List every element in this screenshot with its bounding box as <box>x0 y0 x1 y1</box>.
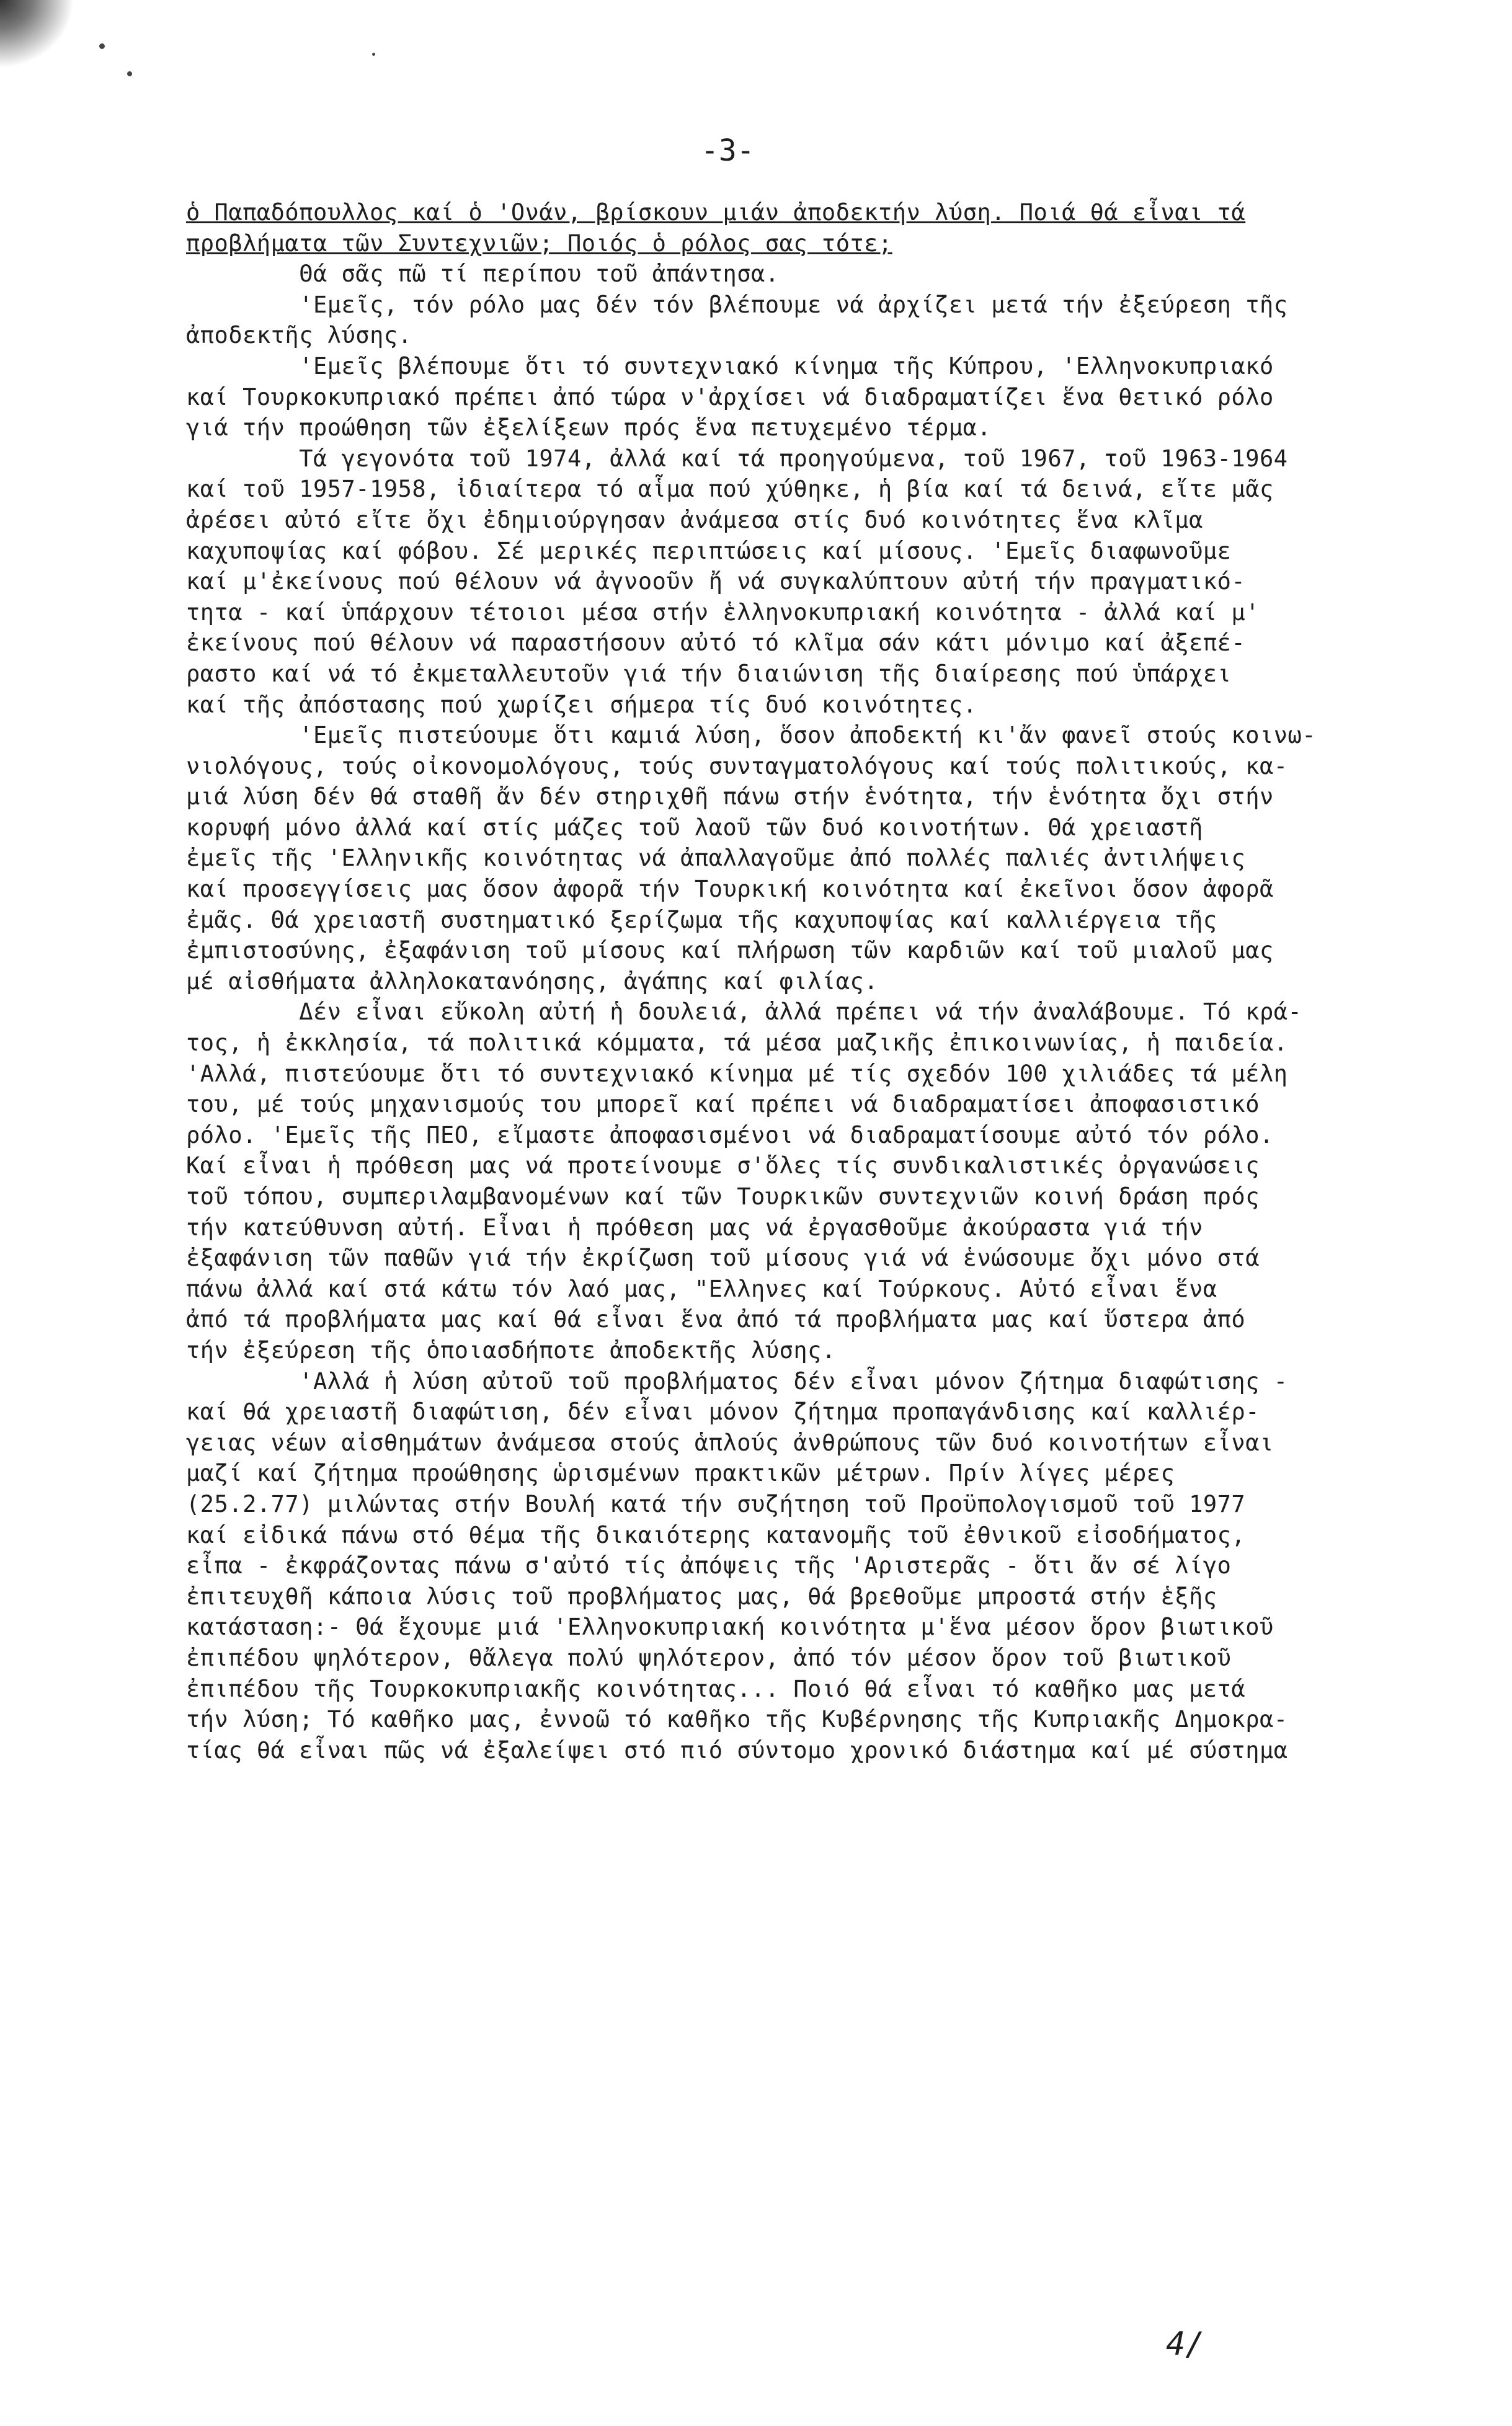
text-line: 'Εμεῖς πιστεύουμε ὅτι καμιά λύση, ὅσον ἀποδεκτή κι'ἄν φανεῖ στούς κοινω- <box>186 722 1317 749</box>
text-line: 'Εμεῖς, τόν ρόλο μας δέν τόν βλέπουμε νά ἀρχίζει μετά τήν ἐξεύρεση τῆς <box>186 291 1288 318</box>
text-line: ἀρέσει αὐτό εἴτε ὄχι ἐδημιούργησαν ἀνάμεσα στίς δυό κοινότητες ἕνα κλῖμα <box>186 506 1203 533</box>
scan-speck <box>127 71 132 76</box>
text-line: ἀποδεκτῆς λύσης. <box>186 322 412 349</box>
text-line: ἐξαφάνιση τῶν παθῶν γιά τήν ἐκρίζωση τοῦ μίσους γιά νά ἑνώσουμε ὄχι μόνο στά <box>186 1245 1260 1272</box>
text-line: ἐμεῖς τῆς 'Ελληνικῆς κοινότητας νά ἀπαλλαγοῦμε ἀπό πολλές παλιές ἀντιλήψεις <box>186 845 1246 872</box>
text-line: προβλήματα τῶν Συντεχνιῶν; Ποιός ὁ ρόλος σας τότε; <box>186 229 892 257</box>
text-line: κατάσταση:- Θά ἔχουμε μιά 'Ελληνοκυπριακή κοινότητα μ'ἕνα μέσον ὅρον βιωτικοῦ <box>186 1614 1274 1641</box>
text-line: καί Τουρκοκυπριακό πρέπει ἀπό τώρα ν'ἀρχίσει νά διαδραματίζει ἕνα θετικό ρόλο <box>186 383 1274 411</box>
text-line: καί τοῦ 1957-1958, ἰδιαίτερα τό αἷμα πού χύθηκε, ἡ βία καί τά δεινά, εἴτε μᾶς <box>186 476 1274 503</box>
text-line: καί τῆς ἀπόστασης πού χωρίζει σήμερα τίς δυό κοινότητες. <box>186 691 977 718</box>
page-number: -3- <box>701 133 755 168</box>
text-line: εἶπα - ἐκφράζοντας πάνω σ'αὐτό τίς ἀπόψεις τῆς 'Αριστερᾶς - ὅτι ἄν σέ λίγο <box>186 1552 1232 1580</box>
text-line: ἐπιπέδου ψηλότερον, θἄλεγα πολύ ψηλότερον, ἀπό τόν μέσον ὅρον τοῦ βιωτικοῦ <box>186 1644 1232 1671</box>
text-line: καί εἰδικά πάνω στό θέμα τῆς δικαιότερης κατανομῆς τοῦ ἐθνικοῦ εἰσοδήματος, <box>186 1521 1246 1548</box>
text-line: 'Αλλά, πιστεύουμε ὅτι τό συντεχνιακό κίνημα μέ τίς σχεδόν 100 χιλιάδες τά μέλη <box>186 1060 1288 1087</box>
continuation-mark: 4/ <box>1166 2326 1205 2363</box>
text-line: καί προσεγγίσεις μας ὅσον ἀφορᾶ τήν Τουρκική κοινότητα καί ἐκεῖνοι ὅσον ἀφορᾶ <box>186 876 1274 903</box>
text-line: ἐπιτευχθῆ κάποια λύσις τοῦ προβλήματος μας, θά βρεθοῦμε μπροστά στήν ἑξῆς <box>186 1583 1217 1610</box>
text-line: γειας νέων αἰσθημάτων ἀνάμεσα στούς ἁπλούς ἀνθρώπους τῶν δυό κοινοτήτων εἶναι <box>186 1429 1274 1456</box>
text-line: καί θά χρειαστῆ διαφώτιση, δέν εἶναι μόνον ζήτημα προπαγάνδισης καί καλλιέρ- <box>186 1398 1260 1426</box>
text-line: κορυφή μόνο ἀλλά καί στίς μάζες τοῦ λαοῦ τῶν δυό κοινοτήτων. Θά χρειαστῆ <box>186 814 1203 841</box>
body-text <box>186 197 1414 1766</box>
text-line: ἀπό τά προβλήματα μας καί θά εἶναι ἕνα ἀπό τά προβλήματα μας καί ὕστερα ἀπό <box>186 1306 1246 1333</box>
text-line: νιολόγους, τούς οἰκονομολόγους, τούς συνταγματολόγους καί τούς πολιτικούς, κα- <box>186 752 1288 780</box>
text-line: ἐπιπέδου τῆς Τουρκοκυπριακῆς κοινότητας... Ποιό θά εἶναι τό καθῆκο μας μετά <box>186 1675 1246 1702</box>
text-line: μέ αἰσθήματα ἀλληλοκατανόησης, ἀγάπης καί φιλίας. <box>186 967 879 995</box>
text-line: 'Εμεῖς βλέπουμε ὅτι τό συντεχνιακό κίνημα τῆς Κύπρου, 'Ελληνοκυπριακό <box>186 352 1274 380</box>
text-line: γιά τήν προώθηση τῶν ἐξελίξεων πρός ἕνα πετυχεμένο τέρμα. <box>186 414 992 442</box>
text-line: ἐκείνους πού θέλουν νά παραστήσουν αὐτό τό κλῖμα σάν κάτι μόνιμο καί ἀξεπέ- <box>186 629 1246 657</box>
text-line: τίας θά εἶναι πῶς νά ἐξαλείψει στό πιό σύντομο χρονικό διάστημα καί μέ σύστημα <box>186 1736 1288 1764</box>
text-line: ἐμπιστοσύνης, ἐξαφάνιση τοῦ μίσους καί πλήρωση τῶν καρδιῶν καί τοῦ μιαλοῦ μας <box>186 937 1274 964</box>
text-line: ραστο καί νά τό ἐκμεταλλευτοῦν γιά τήν διαιώνιση τῆς διαίρεσης πού ὑπάρχει <box>186 660 1232 687</box>
text-line: μιά λύση δέν θά σταθῆ ἄν δέν στηριχθῆ πάνω στήν ἑνότητα, τήν ἑνότητα ὄχι στήν <box>186 783 1274 811</box>
text-line: 'Αλλά ἡ λύση αὐτοῦ τοῦ προβλήματος δέν εἶναι μόνον ζήτημα διαφώτισης - <box>186 1367 1288 1395</box>
text-line: καχυποψίας καί φόβου. Σέ μερικές περιπτώσεις καί μίσους. 'Εμεῖς διαφωνοῦμε <box>186 537 1232 564</box>
text-line: (25.2.77) μιλώντας στήν Βουλή κατά τήν συζήτηση τοῦ Προϋπολογισμοῦ τοῦ 1977 <box>186 1490 1246 1517</box>
text-line: μαζί καί ζήτημα προώθησης ὡρισμένων πρακτικῶν μέτρων. Πρίν λίγες μέρες <box>186 1460 1175 1487</box>
text-line: Θά σᾶς πῶ τί περίπου τοῦ ἀπάντησα. <box>186 260 780 288</box>
text-line: Καί εἶναι ἡ πρόθεση μας νά προτείνουμε σ'ὅλες τίς συνδικαλιστικές ὀργανώσεις <box>186 1152 1260 1180</box>
text-line: Τά γεγονότα τοῦ 1974, ἀλλά καί τά προηγούμενα, τοῦ 1967, τοῦ 1963-1964 <box>186 445 1288 472</box>
text-line: τήν ἐξεύρεση τῆς ὁποιασδήποτε ἀποδεκτῆς λύσης. <box>186 1336 836 1364</box>
text-line: ὁ Παπαδόπουλλος καί ὁ 'Ονάν, βρίσκουν μιάν ἀποδεκτήν λύση. Ποιά θά εἶναι τά <box>186 199 1246 226</box>
text-line: πάνω ἀλλά καί στά κάτω τόν λαό μας, "Ελληνες καί Τούρκους. Αὐτό εἶναι ἕνα <box>186 1275 1217 1302</box>
text-line: τητα - καί ὑπάρχουν τέτοιοι μέσα στήν ἑλληνοκυπριακή κοινότητα - ἀλλά καί μ' <box>186 598 1260 626</box>
text-line: Δέν εἶναι εὔκολη αὐτή ἡ δουλειά, ἀλλά πρέπει νά τήν ἀναλάβουμε. Τό κρά- <box>186 998 1302 1026</box>
text-line: ἐμᾶς. Θά χρειαστῆ συστηματικό ξερίζωμα τῆς καχυποψίας καί καλλιέργεια τῆς <box>186 906 1217 933</box>
text-line: τήν λύση; Τό καθῆκο μας, ἐννοῶ τό καθῆκο τῆς Κυβέρνησης τῆς Κυπριακῆς Δημοκρα- <box>186 1706 1288 1733</box>
scan-speck <box>372 53 375 56</box>
text-line: ρόλο. 'Εμεῖς τῆς ΠΕΟ, εἴμαστε ἀποφασισμένοι νά διαδραματίσουμε αὐτό τόν ρόλο. <box>186 1121 1274 1149</box>
text-line: καί μ'ἐκείνους πού θέλουν νά ἀγνοοῦν ἤ νά συγκαλύπτουν αὐτή τήν πραγματικό- <box>186 568 1246 595</box>
scan-corner-smudge <box>0 0 74 68</box>
text-line: τήν κατεύθυνση αὐτή. Εἶναι ἡ πρόθεση μας νά ἐργασθοῦμε ἀκούραστα γιά τήν <box>186 1214 1203 1241</box>
text-line: του, μέ τούς μηχανισμούς του μπορεῖ καί πρέπει νά διαδραματίσει ἀποφασιστικό <box>186 1091 1260 1118</box>
scan-speck <box>99 43 105 49</box>
text-line: τοῦ τόπου, συμπεριλαμβανομένων καί τῶν Τουρκικῶν συντεχνιῶν κοινή δράση πρός <box>186 1183 1260 1210</box>
text-line: τος, ἡ ἐκκλησία, τά πολιτικά κόμματα, τά μέσα μαζικῆς ἐπικοινωνίας, ἡ παιδεία. <box>186 1029 1288 1057</box>
